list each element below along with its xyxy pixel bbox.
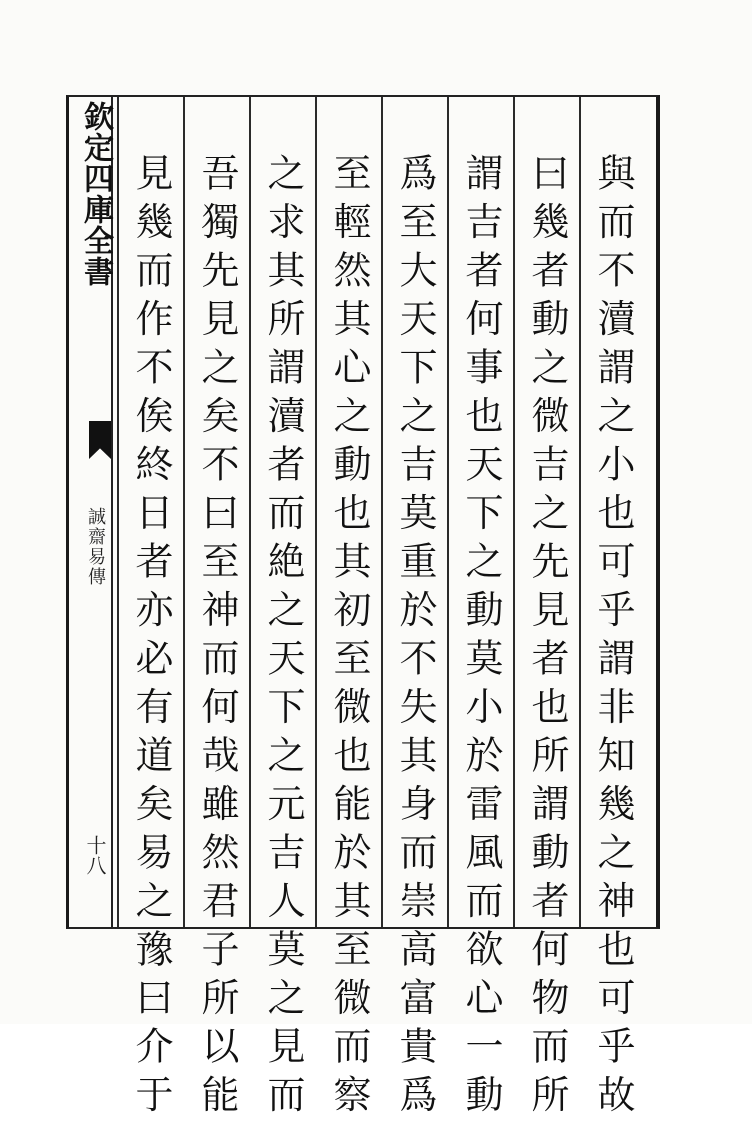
column-text: 至輕然其心之動也其初至微也能於其至微而察: [327, 153, 371, 1123]
text-column-6: [249, 97, 316, 1123]
column-text: 見幾而作不俟終日者亦必有道矣易之豫曰介于: [129, 153, 173, 1123]
text-column-2: [513, 97, 580, 1123]
page-number: 十八: [83, 835, 107, 875]
column-text: 之求其所謂瀆者而絶之天下之元吉人莫之見而: [261, 153, 305, 1123]
book-title: 誠齋易傳: [85, 507, 106, 587]
series-title: 欽定四庫全書: [78, 101, 113, 287]
text-column-4: [381, 97, 448, 1123]
column-text: 與而不瀆謂之小也可乎謂非知幾之神也可乎故: [591, 153, 635, 1123]
column-text: 吾獨先見之矣不曰至神而何哉雖然君子所以能: [195, 153, 239, 1123]
fishtail-mark-icon: [89, 421, 111, 459]
text-column-3: [447, 97, 514, 1123]
margin-strip: [77, 95, 113, 929]
column-text: 謂吉者何事也天下之動莫小於雷風而欲心一動: [459, 153, 503, 1123]
text-column-5: [315, 97, 382, 1123]
text-column-1: [579, 97, 646, 1123]
text-column-8: [117, 97, 184, 1123]
column-text: 爲至大天下之吉莫重於不失其身而崇高富貴爲: [393, 153, 437, 1123]
column-text: 曰幾者動之微吉之先見者也所謂動者何物而所: [525, 153, 569, 1123]
text-column-7: [183, 97, 250, 1123]
